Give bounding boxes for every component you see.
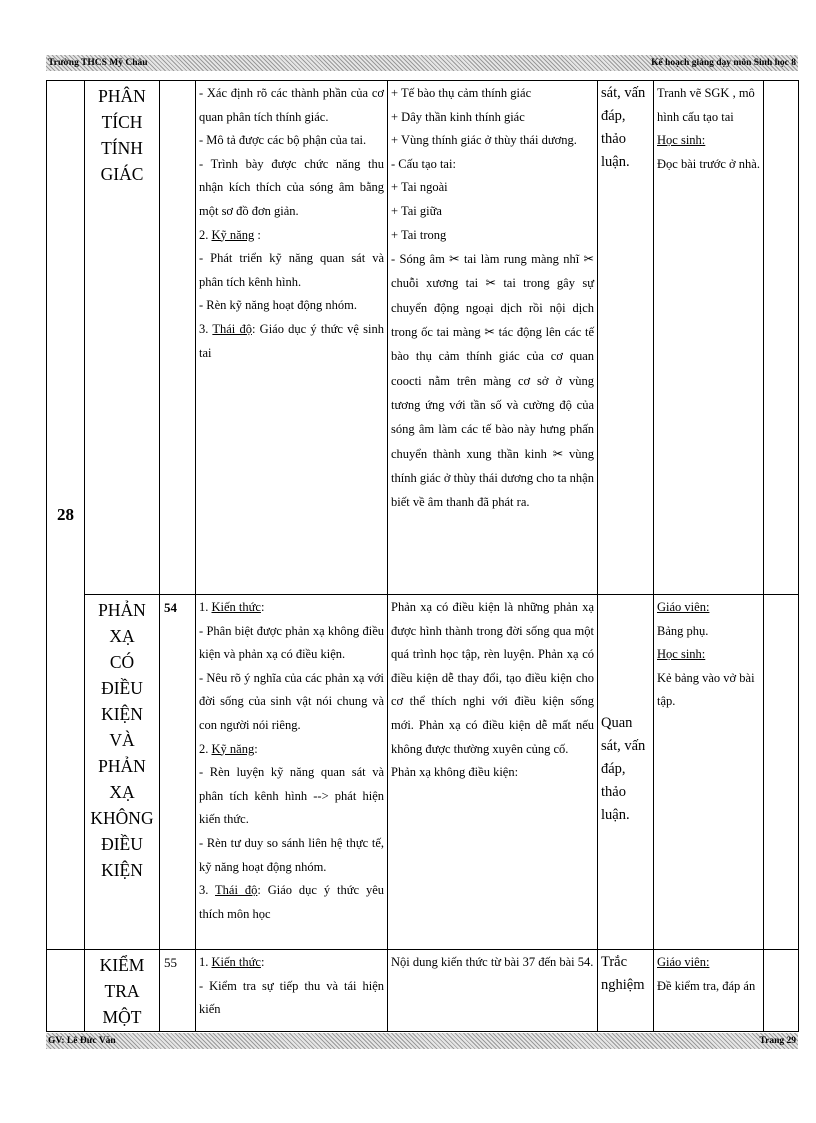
preparation-cell: Giáo viên: Bảng phụ. Học sinh: Kẻ bảng vào vở bài tập. <box>654 595 764 950</box>
content-cell: Phản xạ có điều kiện là những phản xạ được hình thành trong đời sống qua một quá trình học tập, rèn luyện. Phản xạ có điều kiện dễ thay đổi, tạo điều kiện cho cơ thể thích nghi với điều kiện sống mới. Phản xạ có điều kiện dễ mất nếu không được thường xuyên củng cố. Phản xạ không điều kiện: <box>388 595 598 950</box>
lesson-title: PHẢN XẠ CÓ ĐIỀU KIỆN VÀ PHẢN XẠ KHÔNG ĐIỀU KIỆN <box>85 595 160 950</box>
method-cell: Quan sát, vấn đáp, thảo luận. <box>598 595 654 950</box>
teacher-name: GV: Lê Đức Văn <box>48 1036 116 1046</box>
page-number: Trang 29 <box>759 1036 796 1046</box>
table-row <box>47 595 799 950</box>
subject-title: Kế hoạch giảng dạy môn Sinh học 8 <box>651 58 796 68</box>
method-cell: sát, vấn đáp, thảo luận. <box>598 81 654 595</box>
school-name: Trường THCS Mỹ Châu <box>48 58 148 68</box>
lesson-title: KIỂM TRA MỘT <box>85 950 160 1032</box>
notes-cell <box>764 81 799 595</box>
content-cell: Nội dung kiến thức từ bài 37 đến bài 54. <box>388 950 598 1032</box>
lesson-number: 55 <box>160 950 196 1032</box>
notes-cell <box>764 595 799 950</box>
week-number <box>47 950 85 1032</box>
objectives-cell: 1. Kiến thức: - Phân biệt được phản xạ không điều kiện và phản xạ có điều kiện. - Nêu rõ ý nghĩa của các phản xạ với đời sống của sinh vật nói chung và con người nói riêng. 2. Kỹ năng: - Rèn luyện kỹ năng quan sát và phân tích kênh hình --> phát hiện kiến thức. - Rèn tư duy so sánh liên hệ thực tế, kỹ năng hoạt động nhóm. 3. Thái độ: Giáo dục ý thức yêu thích môn học <box>196 595 388 950</box>
page-header <box>46 55 798 71</box>
content-cell: + Tế bào thụ cảm thính giác + Dây thần kinh thính giác + Vùng thính giác ở thùy thái dương. - Cấu tạo tai: + Tai ngoài + Tai giữa + Tai trong - Sóng âm ✂ tai làm rung màng nhĩ ✂ chuỗi xương tai ✂ tai trong gây sự chuyển động ngoại dịch rồi nội dịch trong ốc tai màng ✂ tác động lên các tế bào thụ cảm thính giác của cơ quan coocti nằm trên màng cơ sở ở vùng tương ứng với tần số và cường độ của sóng âm làm các tế bào này hưng phấn chuyển thành xung thần kinh ✂ vùng thính giác ở thùy thái dương cho ta nhận biết về âm thanh đã phát ra. <box>388 81 598 595</box>
lesson-title: PHÂN TÍCH TÍNH GIÁC <box>85 81 160 595</box>
objectives-cell: - Xác định rõ các thành phần của cơ quan phân tích thính giác. - Mô tả được các bộ phận của tai. - Trình bày được chức năng thu nhận kích thích của sóng âm bằng một sơ đồ đơn giản. 2. Kỹ năng : - Phát triển kỹ năng quan sát và phân tích kênh hình. - Rèn kỹ năng hoạt động nhóm. 3. Thái độ: Giáo dục ý thức vệ sinh tai <box>196 81 388 595</box>
method-cell: Trắc nghiệm <box>598 950 654 1032</box>
week-number: 28 <box>47 81 85 950</box>
table-row <box>47 950 799 1032</box>
table-row <box>47 81 799 595</box>
preparation-cell: Tranh vẽ SGK , mô hình cấu tạo tai Học sinh: Đọc bài trước ở nhà. <box>654 81 764 595</box>
lesson-number <box>160 81 196 595</box>
lesson-plan-table <box>46 80 799 1032</box>
notes-cell <box>764 950 799 1032</box>
lesson-number: 54 <box>160 595 196 950</box>
preparation-cell: Giáo viên: Đề kiểm tra, đáp án <box>654 950 764 1032</box>
page-footer <box>46 1033 798 1049</box>
objectives-cell: 1. Kiến thức: - Kiểm tra sự tiếp thu và tái hiện kiến <box>196 950 388 1032</box>
